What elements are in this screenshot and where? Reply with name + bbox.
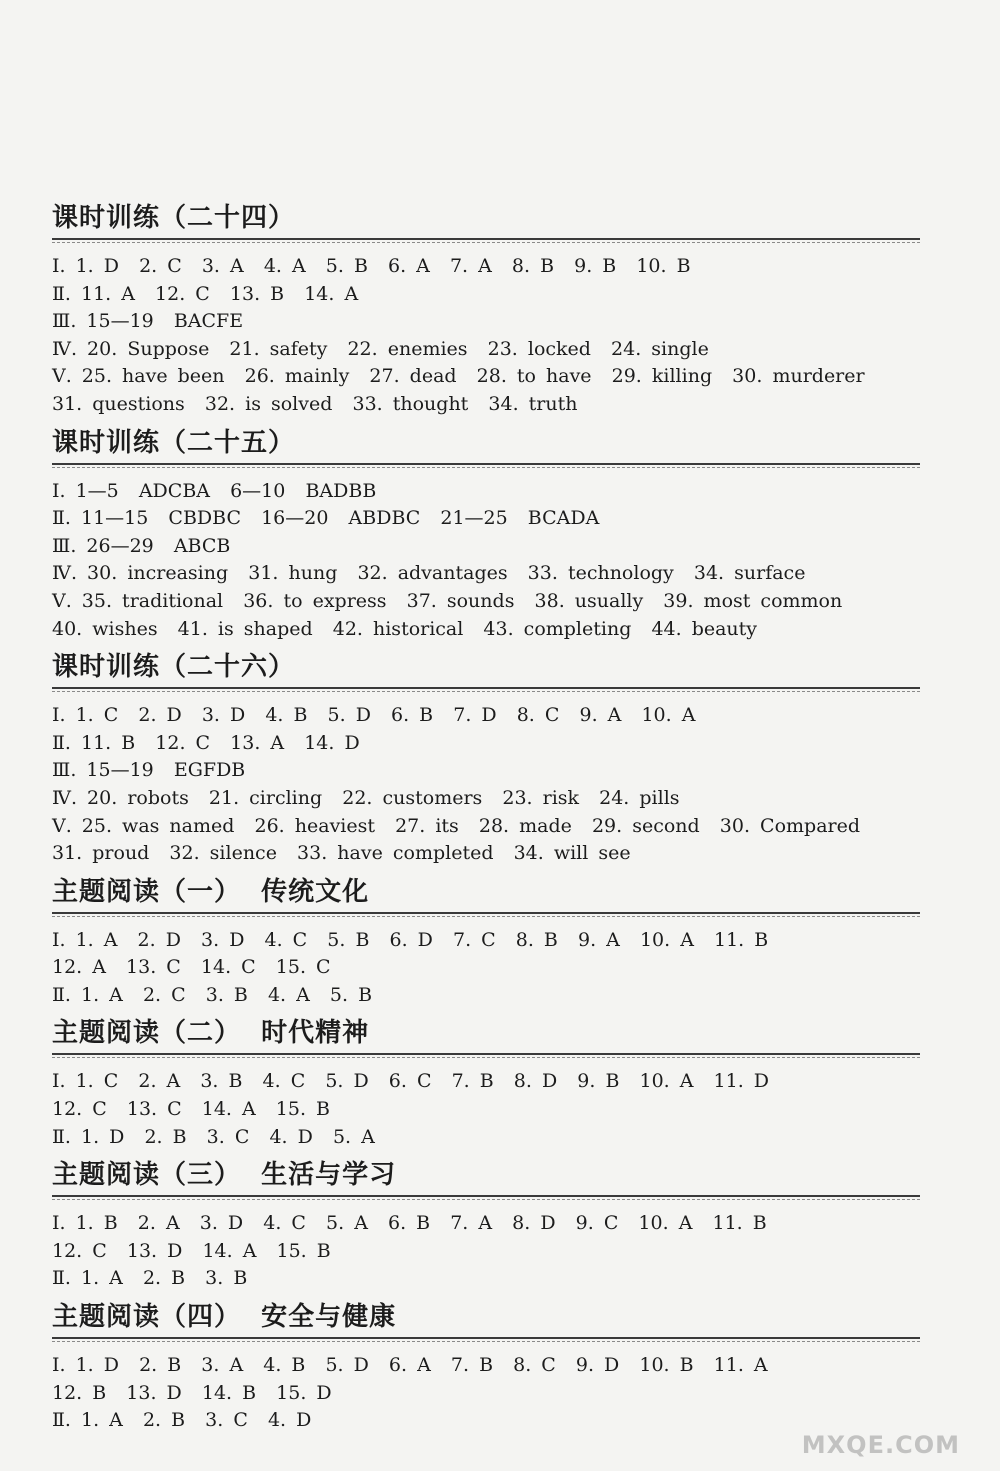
answer-line: Ⅰ. 1—5 ADCBA 6—10 BADBB	[52, 479, 377, 502]
answer-line: Ⅱ. 11—15 CBDBC 16—20 ABDBC 21—25 BCADA	[52, 507, 600, 530]
section-title: 主题阅读（四） 安全与健康	[52, 1302, 397, 1333]
answer-line: Ⅱ. 1. D 2. B 3. C 4. D 5. A	[52, 1125, 375, 1148]
section-title: 主题阅读（一） 传统文化	[52, 876, 370, 907]
answer-section	[52, 872, 930, 1010]
answer-line: 31. proud 32. silence 33. have completed 34. will see	[52, 842, 631, 865]
answer-section	[52, 198, 930, 419]
answer-line: Ⅰ. 1. D 2. B 3. A 4. B 5. D 6. A 7. B 8. C 9. D 10. B 11. A	[52, 1354, 768, 1377]
section-title: 课时训练（二十四）	[52, 203, 296, 233]
section-divider	[52, 1053, 920, 1058]
answer-line: Ⅳ. 30. increasing 31. hung 32. advantages 33. technology 34. surface	[52, 562, 806, 585]
answer-section	[52, 1013, 930, 1151]
answer-line: 12. C 13. D 14. A 15. B	[52, 1239, 331, 1262]
answer-line: Ⅴ. 25. have been 26. mainly 27. dead 28. to have 29. killing 30. murderer	[52, 365, 865, 388]
answer-line: 12. A 13. C 14. C 15. C	[52, 956, 331, 979]
answer-line: Ⅳ. 20. robots 21. circling 22. customers 23. risk 24. pills	[52, 786, 680, 809]
section-divider	[52, 463, 920, 468]
answer-line: Ⅱ. 1. A 2. C 3. B 4. A 5. B	[52, 983, 373, 1006]
answer-section	[52, 647, 930, 868]
answer-line: Ⅰ. 1. C 2. A 3. B 4. C 5. D 6. C 7. B 8. D 9. B 10. A 11. D	[52, 1070, 770, 1093]
answer-section	[52, 1297, 930, 1435]
answer-section	[52, 423, 930, 644]
answer-line: Ⅰ. 1. C 2. D 3. D 4. B 5. D 6. B 7. D 8. C 9. A 10. A	[52, 704, 696, 727]
answer-line: 40. wishes 41. is shaped 42. historical 43. completing 44. beauty	[52, 617, 758, 640]
answer-line: Ⅱ. 11. A 12. C 13. B 14. A	[52, 282, 359, 305]
section-title: 课时训练（二十六）	[52, 652, 296, 683]
answer-line: Ⅲ. 15—19 BACFE	[52, 310, 244, 333]
section-title: 课时训练（二十五）	[52, 427, 296, 458]
answer-line: Ⅰ. 1. D 2. C 3. A 4. A 5. B 6. A 7. A 8. B 9. B 10. B	[52, 255, 691, 277]
answer-line: Ⅰ. 1. B 2. A 3. D 4. C 5. A 6. B 7. A 8. D 9. C 10. A 11. B	[52, 1212, 767, 1235]
answer-line: 31. questions 32. is solved 33. thought 34. truth	[52, 392, 578, 415]
section-title: 主题阅读（三） 生活与学习	[52, 1160, 397, 1191]
answer-line: Ⅰ. 1. A 2. D 3. D 4. C 5. B 6. D 7. C 8. B 9. A 10. A 11. B	[52, 928, 769, 951]
section-divider	[52, 1337, 920, 1342]
answer-line: Ⅳ. 20. Suppose 21. safety 22. enemies 23. locked 24. single	[52, 337, 709, 360]
section-divider	[52, 912, 920, 917]
answer-line: 12. B 13. D 14. B 15. D	[52, 1381, 332, 1404]
answer-line: Ⅱ. 1. A 2. B 3. C 4. D	[52, 1409, 312, 1432]
section-divider	[52, 238, 920, 243]
answer-line: 12. C 13. C 14. A 15. B	[52, 1098, 331, 1121]
answer-line: Ⅴ. 35. traditional 36. to express 37. sounds 38. usually 39. most common	[52, 589, 843, 612]
answer-section	[52, 1155, 930, 1293]
answer-line: Ⅲ. 26—29 ABCB	[52, 534, 231, 557]
answer-line: Ⅲ. 15—19 EGFDB	[52, 759, 246, 782]
section-title: 主题阅读（二） 时代精神	[52, 1018, 370, 1049]
answer-line: Ⅴ. 25. was named 26. heaviest 27. its 28. made 29. second 30. Compared	[52, 814, 861, 837]
watermark-text: MXQE.COM	[801, 1431, 960, 1459]
section-divider	[52, 687, 920, 692]
answer-line: Ⅱ. 11. B 12. C 13. A 14. D	[52, 731, 360, 754]
answer-line: Ⅱ. 1. A 2. B 3. B	[52, 1267, 248, 1290]
section-divider	[52, 1195, 920, 1200]
